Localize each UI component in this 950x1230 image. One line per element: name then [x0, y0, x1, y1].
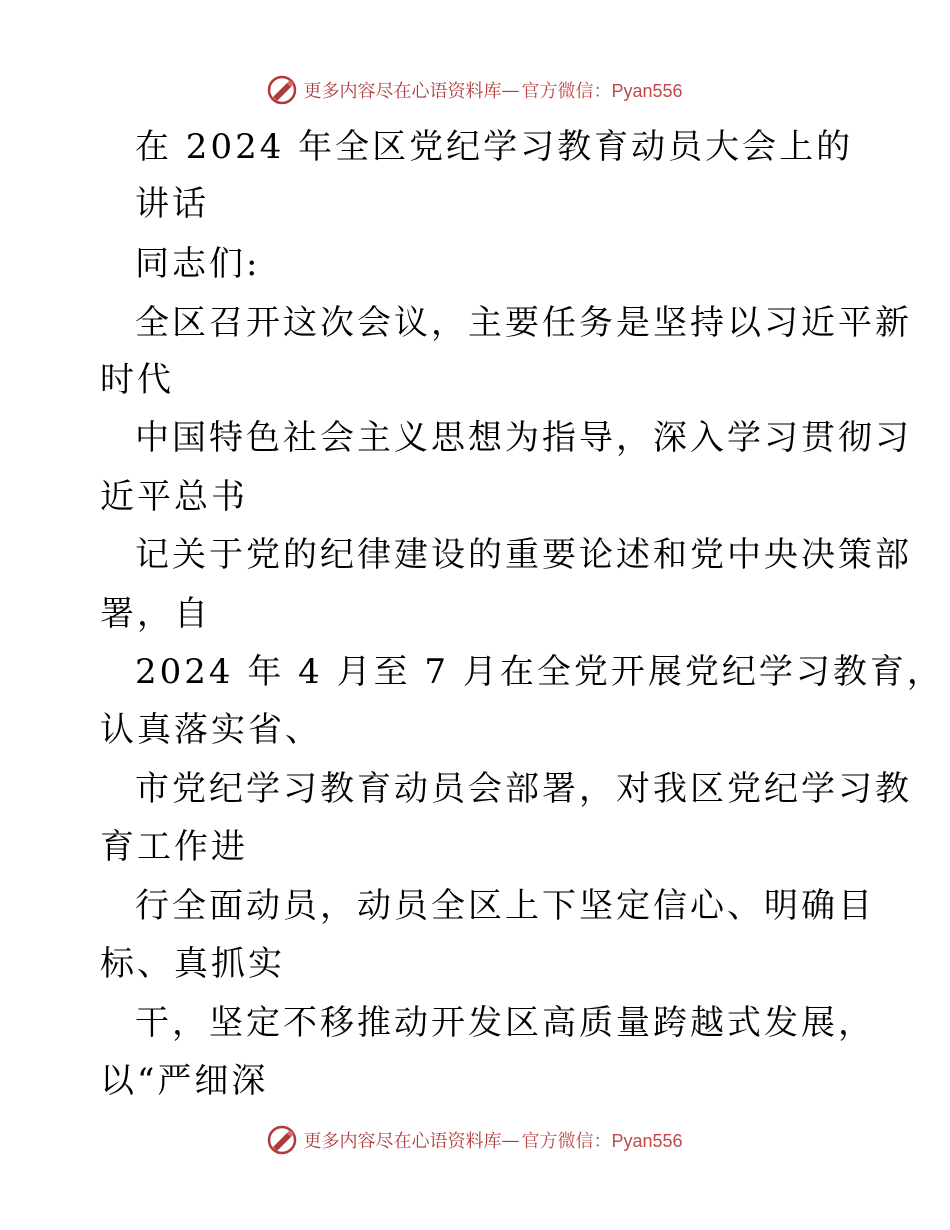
doc-line: 中国特色社会主义思想为指导，深入学习贯彻习: [135, 418, 912, 458]
footer-banner-wechat: 官方微信：Pyan556: [521, 1131, 683, 1151]
doc-line: 近平总书: [100, 477, 248, 517]
doc-salutation: 同志们:: [135, 244, 261, 284]
doc-title-line-2: 讲话: [135, 184, 209, 224]
header-banner-separator: —: [501, 79, 520, 101]
doc-line: 市党纪学习教育动员会部署，对我区党纪学习教: [135, 769, 912, 809]
doc-line: 署，自: [100, 594, 211, 634]
doc-line: 2024 年 4 月至 7 月在全党开展党纪学习教育，: [135, 652, 944, 692]
header-banner-text: 更多内容尽在心语资料库: [303, 81, 502, 102]
doc-line: 育工作进: [100, 827, 248, 867]
doc-title-line-1: 在 2024 年全区党纪学习教育动员大会上的: [135, 127, 854, 167]
footer-banner-text: 更多内容尽在心语资料库: [303, 1131, 502, 1152]
doc-line: 记关于党的纪律建设的重要论述和党中央决策部: [135, 535, 912, 575]
doc-line: 全区召开这次会议，主要任务是坚持以习近平新: [135, 303, 912, 343]
header-banner-wechat: 官方微信：Pyan556: [521, 81, 683, 101]
doc-line: 认真落实省、: [100, 710, 322, 750]
pen-logo-icon: [267, 1125, 297, 1155]
doc-line: 时代: [100, 360, 174, 400]
footer-banner-separator: —: [501, 1129, 520, 1151]
doc-line: 标、真抓实: [100, 944, 285, 984]
footer-banner: [0, 1120, 950, 1160]
doc-line: 干，坚定不移推动开发区高质量跨越式发展，: [135, 1003, 875, 1043]
doc-line: 以“严细深: [100, 1061, 269, 1101]
doc-line: 行全面动员，动员全区上下坚定信心、明确目: [135, 886, 875, 926]
